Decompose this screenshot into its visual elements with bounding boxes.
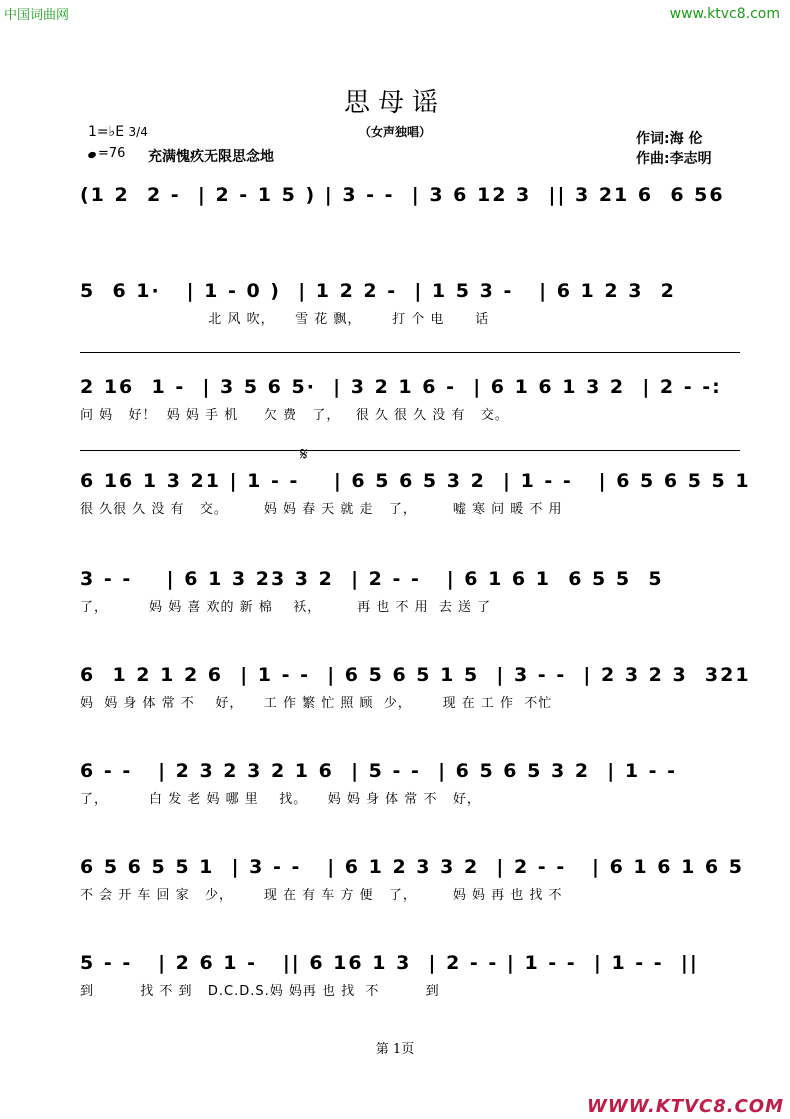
quarter-note-icon xyxy=(87,151,97,159)
lyrics-line: 到 找 不 到 D.C.D.S.妈 妈再 也 找 不 到 xyxy=(80,984,440,999)
tempo-value: =76 xyxy=(98,146,126,161)
key-label: 1=♭E xyxy=(88,124,125,140)
lyricist-credit: 作词:海 伦 xyxy=(636,131,703,147)
volta-bracket xyxy=(80,450,740,451)
site-url-bottom[interactable]: WWW.KTVC8.COM xyxy=(587,1096,784,1117)
notes-line: 6 1 2 1 2 6 | 1 - - | 6 5 6 5 1 5 | 3 - - | 2 3 2 3 321 xyxy=(80,664,751,686)
notes-line: 2 16 1 - | 3 5 6 5· | 3 2 1 6 - | 6 1 6 1 3 2 | 2 - -: xyxy=(80,376,722,398)
volta-bracket xyxy=(80,352,740,353)
site-url-top[interactable]: www.ktvc8.com xyxy=(669,6,780,22)
notes-line: 6 16 1 3 21 | 1 - - | 6 5 6 5 3 2 | 1 - - | 6 5 6 5 5 1 xyxy=(80,470,751,492)
lyrics-line: 妈 妈 身 体 常 不 好， 工 作 繁 忙 照 顾 少， 现 在 工 作 不忙 xyxy=(80,696,553,711)
lyrics-line: 了， 白 发 老 妈 哪 里 找。 妈 妈 身 体 常 不 好， xyxy=(80,792,481,807)
notes-line: (1 2 2 - | 2 - 1 5 ) | 3 - - | 3 6 12 3 || 3 21 6 6 56 xyxy=(80,184,725,206)
page-number: 第 1页 xyxy=(375,1042,415,1057)
tempo-marking xyxy=(88,146,125,161)
time-signature: 3/4 xyxy=(128,125,148,139)
notes-line: 3 - - | 6 1 3 23 3 2 | 2 - - | 6 1 6 1 6 5 5 5 xyxy=(80,568,664,590)
song-title: 思母谣 xyxy=(343,88,446,118)
notes-line: 6 - - | 2 3 2 3 2 1 6 | 5 - - | 6 5 6 5 3 2 | 1 - - xyxy=(80,760,678,782)
composer-credit: 作曲:李志明 xyxy=(636,151,712,167)
segno-icon: 𝄋 xyxy=(300,444,308,465)
site-logo-text[interactable]: 中国词曲网 xyxy=(4,8,70,23)
lyrics-line: 了， 妈 妈 喜 欢的 新 棉 袄， 再 也 不 用 去 送 了 xyxy=(80,600,492,615)
notes-line: 5 6 1· | 1 - 0 ) | 1 2 2 - | 1 5 3 - | 6 1 2 3 2 xyxy=(80,280,676,302)
song-subtitle: （女声独唱） xyxy=(358,125,431,139)
lyrics-line: 问 妈 好！ 妈 妈 手 机 欠 费 了， 很 久 很 久 没 有 交。 xyxy=(80,408,509,423)
key-signature xyxy=(88,124,148,140)
lyrics-line: 北 风 吹， 雪 花 飘， 打 个 电 话 xyxy=(80,312,490,327)
expression-marking: 充满愧疚无限思念地 xyxy=(148,149,274,165)
notes-line: 6 5 6 5 5 1 | 3 - - | 6 1 2 3 3 2 | 2 - - | 6 1 6 1 6 5 xyxy=(80,856,744,878)
notes-line: 5 - - | 2 6 1 - || 6 16 1 3 | 2 - - | 1 - - | 1 - - || xyxy=(80,952,699,974)
lyrics-line: 不 会 开 车 回 家 少， 现 在 有 车 方 便 了， 妈 妈 再 也 找 不 xyxy=(80,888,563,903)
lyrics-line: 很 久很 久 没 有 交。 妈 妈 春 天 就 走 了， 嘘 寒 问 暖 不 用 xyxy=(80,502,563,517)
